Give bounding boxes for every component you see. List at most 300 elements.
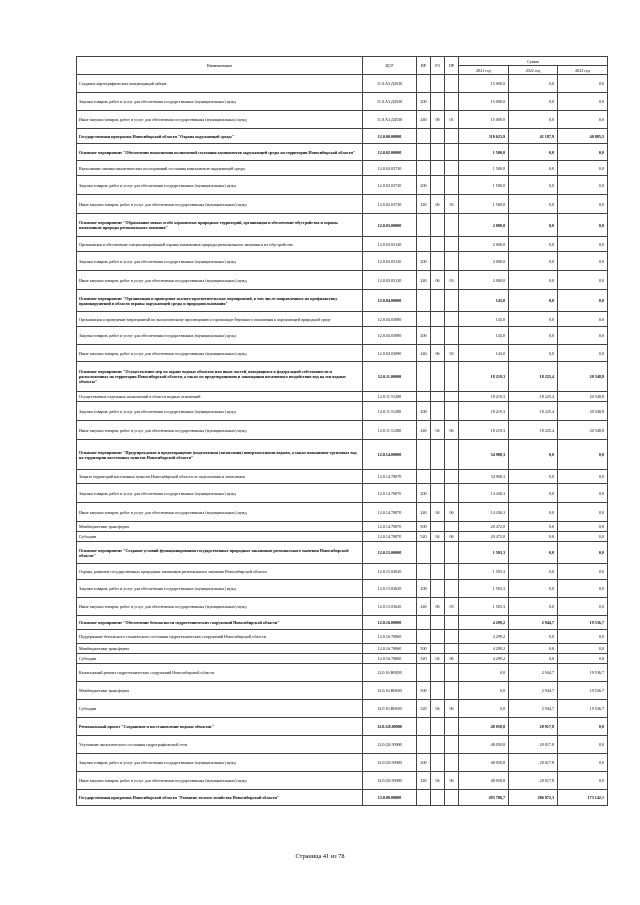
cell-vr: 200 [417, 252, 431, 271]
cell-csr: 12.0.02.00000 [363, 144, 417, 161]
cell-pr [445, 630, 459, 644]
table-row [77, 644, 608, 654]
cell-vr [417, 161, 431, 176]
cell-name: Создание картографических концентраций зайцев [77, 75, 363, 93]
cell-name: Закупка товаров, работ и услуг для обеспечения государственных (муниципальных) нужд [77, 327, 363, 345]
cell-pr [445, 564, 459, 580]
cell-2022: 0,0 [509, 290, 558, 312]
cell-rz [431, 736, 445, 754]
cell-2023: 0,0 [558, 654, 608, 664]
cell-name: Капитальный ремонт гидротехнических сооружений Новосибирской области [77, 664, 363, 682]
cell-2021: 48 050,8 [459, 754, 509, 772]
cell-rz: 08 [431, 111, 445, 129]
cell-2021: 1 503,3 [459, 564, 509, 580]
cell-name: Основное мероприятие "Создание условий функционирования государственных природных заказников регионального значения Новосибирской области" [77, 542, 363, 564]
cell-pr [445, 290, 459, 312]
cell-vr: 500 [417, 644, 431, 654]
table-row [77, 522, 608, 532]
cell-rz [431, 161, 445, 176]
cell-name: Осуществление отдельных полномочий в области водных отношений [77, 392, 363, 402]
cell-csr: 12.0.11.00000 [363, 362, 417, 392]
cell-rz: 04 [431, 421, 445, 440]
cell-pr [445, 644, 459, 654]
cell-pr: 03 [445, 598, 459, 616]
cell-2023: 0,0 [558, 542, 608, 564]
cell-2022: 0,0 [509, 470, 558, 484]
cell-2021: 4 299,2 [459, 654, 509, 664]
cell-rz [431, 237, 445, 252]
table-row [77, 503, 608, 522]
cell-vr: 200 [417, 754, 431, 772]
cell-pr [445, 616, 459, 630]
cell-vr: 240 [417, 772, 431, 790]
cell-rz [431, 402, 445, 421]
cell-rz [431, 484, 445, 503]
table-row [77, 327, 608, 345]
cell-csr: 12.0.14.70870 [363, 503, 417, 522]
cell-2022: 0,0 [509, 195, 558, 214]
cell-rz: 06 [431, 345, 445, 362]
cell-name: Государственная программа Новосибирской области "Развитие лесного хозяйства Новосибирской области" [77, 790, 363, 806]
cell-pr [445, 237, 459, 252]
cell-vr: 520 [417, 700, 431, 718]
cell-2022: 0,0 [509, 111, 558, 129]
cell-rz [431, 718, 445, 736]
table-row [77, 362, 608, 392]
cell-name: Иные закупки товаров, работ и услуг для обеспечения государственных (муниципальных) нужд [77, 772, 363, 790]
cell-rz [431, 644, 445, 654]
cell-rz [431, 522, 445, 532]
cell-rz: 04 [431, 503, 445, 522]
cell-name: Региональный проект "Сохранение и восстановление водных объектов" [77, 718, 363, 736]
cell-rz: 06 [431, 271, 445, 290]
cell-vr [417, 736, 431, 754]
cell-pr: 06 [445, 421, 459, 440]
cell-2023: 0,0 [558, 75, 608, 93]
cell-vr [417, 214, 431, 237]
header-vr: ВР [417, 57, 431, 75]
cell-name: Иные закупки товаров, работ и услуг для обеспечения государственных (муниципальных) нужд [77, 421, 363, 440]
cell-csr: 12.0.15.00000 [363, 542, 417, 564]
cell-2023: 0,0 [558, 503, 608, 522]
cell-pr [445, 484, 459, 503]
cell-2022: 0,0 [509, 522, 558, 532]
cell-csr: 12.0.16.70860 [363, 654, 417, 664]
cell-vr: 240 [417, 421, 431, 440]
cell-pr [445, 718, 459, 736]
cell-vr [417, 75, 431, 93]
header-year-2021: 2021 год [459, 66, 509, 75]
cell-vr [417, 664, 431, 682]
cell-csr: 12.0.11.51280 [363, 392, 417, 402]
cell-2021: 34 908,3 [459, 440, 509, 470]
cell-csr: 12.0.15.03620 [363, 580, 417, 598]
cell-2021: 18 219,3 [459, 362, 509, 392]
cell-pr [445, 144, 459, 161]
cell-name: Основное мероприятие "Предупреждение и предотвращение (подтопления (затопления) поверхностными водами, а также повышение грунтовых вод на территории населенных пунктов Новосибирской области" [77, 440, 363, 470]
cell-csr: 12.0.G8.50900 [363, 754, 417, 772]
cell-pr: 06 [445, 654, 459, 664]
cell-csr: 12.0.11.51280 [363, 402, 417, 421]
table-row [77, 345, 608, 362]
cell-name: Закупка товаров, работ и услуг для обеспечения государственных (муниципальных) нужд [77, 402, 363, 421]
cell-pr [445, 312, 459, 327]
header-csr: ЦСР [363, 57, 417, 75]
cell-2021: 2 000,0 [459, 214, 509, 237]
cell-name: Основное мероприятие "Образование новых особо охраняемых природных территорий, организация и обеспечение обустройства и охраны памятников природы регионального значения" [77, 214, 363, 237]
cell-2023: 19 536,7 [558, 616, 608, 630]
cell-rz [431, 542, 445, 564]
cell-csr: 12.0.00.00000 [363, 129, 417, 144]
cell-2022: 0,0 [509, 564, 558, 580]
cell-2022: 0,0 [509, 503, 558, 522]
table-row [77, 532, 608, 542]
cell-name: Основное мероприятие "Организация и проведение эколого-просветительских мероприятий, в том числе направленных на профилактику правонарушений в области охраны окружающей среды и природопользования" [77, 290, 363, 312]
cell-2021: 2 000,0 [459, 271, 509, 290]
cell-rz: 04 [431, 700, 445, 718]
cell-2021: 2 000,0 [459, 237, 509, 252]
cell-pr [445, 327, 459, 345]
cell-2022: 0,0 [509, 542, 558, 564]
cell-rz [431, 470, 445, 484]
cell-csr: 12.0.14.70870 [363, 532, 417, 542]
cell-vr [417, 129, 431, 144]
cell-pr [445, 214, 459, 237]
cell-2021: 20 472,0 [459, 522, 509, 532]
cell-2023: 0,0 [558, 214, 608, 237]
cell-pr: 06 [445, 503, 459, 522]
table-row [77, 598, 608, 616]
cell-pr [445, 252, 459, 271]
cell-pr [445, 93, 459, 111]
cell-csr: 12.0.15.03620 [363, 598, 417, 616]
cell-2021: 34 908,3 [459, 470, 509, 484]
cell-rz [431, 312, 445, 327]
cell-2023: 173 142,1 [558, 790, 608, 806]
header-sum: Сумма [459, 57, 608, 66]
cell-2023: 0,0 [558, 718, 608, 736]
cell-vr: 200 [417, 580, 431, 598]
cell-rz [431, 564, 445, 580]
cell-2022: 2 944,7 [509, 700, 558, 718]
cell-vr [417, 440, 431, 470]
cell-2023: 0,0 [558, 564, 608, 580]
cell-pr [445, 736, 459, 754]
cell-2023: 0,0 [558, 736, 608, 754]
cell-pr [445, 754, 459, 772]
cell-name: Иные закупки товаров, работ и услуг для обеспечения государственных (муниципальных) нужд [77, 598, 363, 616]
cell-rz [431, 176, 445, 195]
cell-pr [445, 129, 459, 144]
cell-2023: 0,0 [558, 195, 608, 214]
cell-name: Улучшение экологического состояния гидрографической сети [77, 736, 363, 754]
table-row [77, 440, 608, 470]
cell-name: Иные закупки товаров, работ и услуг для обеспечения государственных (муниципальных) нужд [77, 345, 363, 362]
table-row [77, 664, 608, 682]
cell-vr [417, 616, 431, 630]
cell-csr: 12.0.02.03730 [363, 161, 417, 176]
cell-2022: 20 017,8 [509, 772, 558, 790]
cell-rz [431, 129, 445, 144]
cell-pr [445, 664, 459, 682]
cell-rz [431, 580, 445, 598]
table-row [77, 542, 608, 564]
cell-csr: 12.0.03.03120 [363, 252, 417, 271]
budget-table [76, 56, 608, 806]
cell-pr [445, 790, 459, 806]
cell-2021: 14 436,3 [459, 503, 509, 522]
cell-rz: 06 [431, 195, 445, 214]
cell-name: Межбюджетные трансферты [77, 644, 363, 654]
table-row [77, 161, 608, 176]
cell-2021: 0,0 [459, 700, 509, 718]
cell-2023: 0,0 [558, 522, 608, 532]
cell-2023: 0,0 [558, 470, 608, 484]
cell-2023: 0,0 [558, 111, 608, 129]
cell-vr [417, 392, 431, 402]
cell-name: Закупка товаров, работ и услуг для обеспечения государственных (муниципальных) нужд [77, 484, 363, 503]
cell-2022: 0,0 [509, 654, 558, 664]
cell-2023: 0,0 [558, 144, 608, 161]
cell-2022: 0,0 [509, 345, 558, 362]
cell-rz: 04 [431, 654, 445, 664]
cell-2022: 18 225,4 [509, 392, 558, 402]
table-row [77, 176, 608, 195]
cell-name: Основное мероприятие "Обеспечение выполнения полномочий состояния компонентов окружающей среды на территории Новосибирской области" [77, 144, 363, 161]
table-row [77, 790, 608, 806]
cell-2021: 18 219,3 [459, 421, 509, 440]
cell-pr [445, 682, 459, 700]
cell-rz [431, 214, 445, 237]
cell-2022: 20 017,8 [509, 736, 558, 754]
cell-2023: 0,0 [558, 271, 608, 290]
table-row [77, 312, 608, 327]
cell-2023: 0,0 [558, 532, 608, 542]
cell-pr [445, 402, 459, 421]
cell-rz [431, 252, 445, 271]
cell-2023: 19 536,7 [558, 664, 608, 682]
cell-2021: 143,0 [459, 290, 509, 312]
table-row [77, 580, 608, 598]
cell-csr: 12.0.03.03120 [363, 271, 417, 290]
table-row [77, 654, 608, 664]
cell-name: Защита территорий населенных пунктов Новосибирской области от подтопления и затопления [77, 470, 363, 484]
cell-csr: 12.0.03.03120 [363, 237, 417, 252]
cell-2022: 0,0 [509, 93, 558, 111]
page-footer: Страница 41 из 78 [295, 853, 345, 860]
cell-pr: 06 [445, 772, 459, 790]
cell-2022: 0,0 [509, 75, 558, 93]
cell-vr: 200 [417, 176, 431, 195]
cell-2021: 0,0 [459, 664, 509, 682]
table-row [77, 392, 608, 402]
cell-2021: 110 623,9 [459, 129, 509, 144]
cell-csr: 12.0.16.70860 [363, 644, 417, 654]
cell-2021: 14 436,3 [459, 484, 509, 503]
cell-2023: 0,0 [558, 312, 608, 327]
cell-vr: 240 [417, 195, 431, 214]
cell-rz [431, 93, 445, 111]
cell-csr: 12.0.G8.50900 [363, 772, 417, 790]
cell-pr: 03 [445, 345, 459, 362]
cell-2023: 20 548,8 [558, 362, 608, 392]
cell-2023: 0,0 [558, 580, 608, 598]
cell-vr: 520 [417, 654, 431, 664]
cell-name: Государственная программа Новосибирской области "Охрана окружающей среды" [77, 129, 363, 144]
cell-2023: 20 548,8 [558, 421, 608, 440]
cell-csr: 12.0.16.Н0650 [363, 664, 417, 682]
cell-2021: 1 500,0 [459, 176, 509, 195]
cell-2022: 0,0 [509, 312, 558, 327]
cell-2023: 0,0 [558, 644, 608, 654]
cell-vr [417, 144, 431, 161]
cell-csr: 12.0.16.00000 [363, 616, 417, 630]
header-year-2022: 2022 год [509, 66, 558, 75]
header-name: Наименование [77, 57, 363, 75]
cell-rz [431, 754, 445, 772]
table-row [77, 214, 608, 237]
cell-2021: 143,0 [459, 345, 509, 362]
table-row [77, 470, 608, 484]
cell-2021: 1 500,0 [459, 161, 509, 176]
cell-pr [445, 362, 459, 392]
cell-rz [431, 392, 445, 402]
cell-vr: 520 [417, 532, 431, 542]
cell-csr: 12.0.G8.00000 [363, 718, 417, 736]
cell-2022: 41 187,9 [509, 129, 558, 144]
cell-csr: 11.0.А3.Д4530 [363, 93, 417, 111]
cell-2023: 19 536,7 [558, 700, 608, 718]
cell-csr: 12.0.14.70870 [363, 470, 417, 484]
cell-pr [445, 161, 459, 176]
cell-2023: 19 536,7 [558, 682, 608, 700]
cell-vr [417, 312, 431, 327]
cell-2023: 0,0 [558, 290, 608, 312]
cell-csr: 12.0.16.Н0650 [363, 700, 417, 718]
cell-name: Выполнение химико-аналитических исследований состояния компонентов окружающей среды [77, 161, 363, 176]
table-row [77, 421, 608, 440]
table-row [77, 616, 608, 630]
cell-2021: 143,0 [459, 312, 509, 327]
cell-2023: 0,0 [558, 161, 608, 176]
cell-2023: 40 085,5 [558, 129, 608, 144]
cell-2023: 0,0 [558, 440, 608, 470]
cell-2022: 18 225,4 [509, 402, 558, 421]
cell-2023: 0,0 [558, 93, 608, 111]
cell-csr: 12.0.03.00000 [363, 214, 417, 237]
cell-2022: 0,0 [509, 161, 558, 176]
cell-2022: 0,0 [509, 237, 558, 252]
cell-csr: 12.0.04.00000 [363, 290, 417, 312]
cell-rz [431, 440, 445, 470]
cell-2021: 283 786,7 [459, 790, 509, 806]
cell-vr: 240 [417, 345, 431, 362]
table-row [77, 195, 608, 214]
cell-rz [431, 616, 445, 630]
cell-vr: 240 [417, 111, 431, 129]
header-rz: РЗ [431, 57, 445, 75]
cell-csr: 12.0.04.03090 [363, 312, 417, 327]
cell-2021: 15 000,0 [459, 75, 509, 93]
cell-2023: 20 548,8 [558, 402, 608, 421]
cell-csr: 11.0.А3.Д4530 [363, 111, 417, 129]
cell-vr [417, 630, 431, 644]
cell-name: Субсидии [77, 654, 363, 664]
cell-2021: 48 050,8 [459, 718, 509, 736]
cell-2023: 0,0 [558, 598, 608, 616]
cell-rz [431, 630, 445, 644]
cell-2022: 0,0 [509, 144, 558, 161]
cell-2022: 0,0 [509, 532, 558, 542]
cell-2021: 1 500,0 [459, 144, 509, 161]
cell-2021: 2 000,0 [459, 252, 509, 271]
cell-2022: 20 017,8 [509, 718, 558, 736]
cell-name: Закупка товаров, работ и услуг для обеспечения государственных (муниципальных) нужд [77, 754, 363, 772]
cell-2023: 0,0 [558, 237, 608, 252]
cell-2022: 0,0 [509, 440, 558, 470]
header-pr: ПР [445, 57, 459, 75]
cell-csr: 12.0.15.03620 [363, 564, 417, 580]
cell-2021: 48 050,8 [459, 772, 509, 790]
cell-pr: 06 [445, 700, 459, 718]
cell-2021: 1 503,3 [459, 542, 509, 564]
table-row [77, 754, 608, 772]
cell-name: Охрана, развитие государственных природных заказников регионального значения Новосибирской области [77, 564, 363, 580]
cell-pr: 03 [445, 271, 459, 290]
table-body [77, 75, 608, 806]
cell-2022: 0,0 [509, 484, 558, 503]
cell-name: Основное мероприятие "Обеспечение безопасности гидротехнических сооружений Новосибирской области" [77, 616, 363, 630]
cell-2023: 0,0 [558, 754, 608, 772]
cell-2023: 0,0 [558, 630, 608, 644]
cell-pr: 01 [445, 111, 459, 129]
cell-name: Закупка товаров, работ и услуг для обеспечения государственных (муниципальных) нужд [77, 580, 363, 598]
cell-rz [431, 790, 445, 806]
cell-csr: 12.0.11.51280 [363, 421, 417, 440]
cell-name: Иные закупки товаров, работ и услуг для обеспечения государственных (муниципальных) нужд [77, 111, 363, 129]
cell-name: Межбюджетные трансферты [77, 522, 363, 532]
cell-pr: 06 [445, 532, 459, 542]
cell-2023: 0,0 [558, 772, 608, 790]
cell-csr: 11.0.А3.Д4530 [363, 75, 417, 93]
table-row [77, 682, 608, 700]
cell-name: Закупка товаров, работ и услуг для обеспечения государственных (муниципальных) нужд [77, 176, 363, 195]
cell-pr [445, 542, 459, 564]
cell-vr [417, 362, 431, 392]
cell-2022: 2 944,7 [509, 682, 558, 700]
cell-csr: 13.0.00.00000 [363, 790, 417, 806]
cell-csr: 12.0.02.03730 [363, 195, 417, 214]
table-row [77, 93, 608, 111]
cell-rz [431, 682, 445, 700]
cell-2022: 2 944,7 [509, 664, 558, 682]
cell-2021: 1 500,0 [459, 195, 509, 214]
table-row [77, 630, 608, 644]
cell-2021: 48 050,8 [459, 736, 509, 754]
cell-name: Поддержание безопасного технического состояния гидротехнических сооружений Новосибирской области [77, 630, 363, 644]
cell-name: Субсидии [77, 532, 363, 542]
cell-name: Субсидии [77, 700, 363, 718]
cell-pr: 03 [445, 195, 459, 214]
cell-2022: 0,0 [509, 630, 558, 644]
cell-2021: 18 219,3 [459, 402, 509, 421]
cell-2022: 0,0 [509, 644, 558, 654]
cell-2023: 0,0 [558, 327, 608, 345]
cell-vr [417, 470, 431, 484]
cell-2021: 4 299,2 [459, 644, 509, 654]
cell-2023: 0,0 [558, 176, 608, 195]
table-row [77, 718, 608, 736]
